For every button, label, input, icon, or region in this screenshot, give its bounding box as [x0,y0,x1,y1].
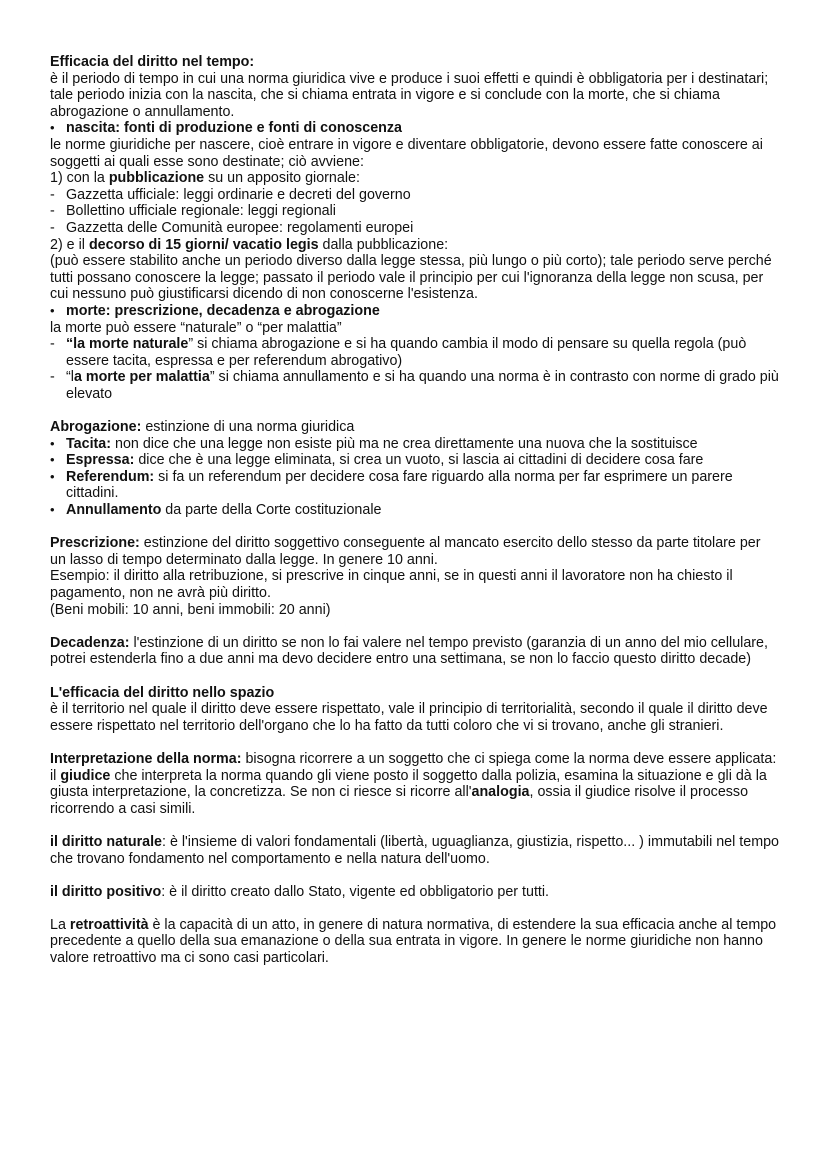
paragraph: (Beni mobili: 10 anni, beni immobili: 20 anni) [50,601,331,618]
bullet-icon: • [50,502,55,518]
paragraph: Interpretazione della norma: bisogna ricorrere a un soggetto che ci spiega come la norma deve essere applicata: il giudice che interpreta la norma quando gli viene posto il soggetto dalla polizia, esamina la situazione e gli dà la giusta interpretazione, la concretizza. Se non ci riesce si ricorre all'analogia, ossia il giudice risolve il processo ricorrendo a casi simili. [50,750,777,817]
bullet-item: • Tacita: non dice che una legge non esiste più ma ne crea direttamente una nuova che la sostituisce [50,435,698,452]
section-title: L'efficacia del diritto nello spazio [50,684,275,701]
paragraph: il diritto naturale: è l'insieme di valori fondamentali (libertà, uguaglianza, giustizia, rispetto... ) immutabili nel tempo che trovano fondamento nel comportamento e nella natura dell'uomo. [50,833,780,867]
bullet-icon: • [50,302,55,318]
paragraph: Esempio: il diritto alla retribuzione, si prescrive in cinque anni, se in questi anni il lavoratore non ha chiesto il pagamento, non ne avrà più diritto. [50,568,733,601]
section-title: Efficacia del diritto nel tempo: [50,54,255,70]
section-decadenza [50,635,780,668]
paragraph: le norme giuridiche per nascere, cioè entrare in vigore e diventare obbligatorie, devono essere fatte conoscere ai soggetti ai quali esse sono destinate; ciò avviene: [50,136,763,170]
paragraph: il diritto positivo: è il diritto creato dallo Stato, vigente ed obbligatorio per tutti. [50,883,550,900]
dash-icon: - [50,203,55,220]
bullet-item: • Annullamento da parte della Corte costituzionale [50,502,382,519]
dash-item: - Gazzetta ufficiale: leggi ordinarie e decreti del governo [50,186,411,203]
dash-icon: - [50,369,55,386]
dash-icon: - [50,336,55,353]
paragraph: (può essere stabilito anche un periodo diverso dalla legge stessa, più lungo o più corto); tale periodo serve perché tutti possano conoscere la legge; passato il periodo vale il principio per cui l'ignoranza della legge non scusa, per cui nessuno può giustificarsi dicendo di non conoscerne l'esistenza. [50,253,772,303]
section-efficacia-tempo [50,54,780,402]
paragraph: è il periodo di tempo in cui una norma giuridica vive e produce i suoi effetti e quindi è obbligatoria per i destinatari; tale periodo inizia con la nascita, che si chiama entrata in vigore e si conclude con la morte, che si chiama abrogazione o annullamento. [50,70,769,120]
dash-item-morte-malattia: - “la morte per malattia” si chiama annullamento e si ha quando una norma è in contrasto con norme di grado più elevato [50,369,779,402]
dash-item-morte-naturale: - “la morte naturale” si chiama abrogazione e si ha quando cambia il modo di pensare su quella regola (può essere tacita, espressa e per referendum abrogativo) [50,336,747,369]
bullet-item-nascita [50,120,780,137]
section-diritto-positivo [50,884,780,901]
bullet-heading: morte: prescrizione, decadenza e abrogazione [66,302,380,319]
dash-item: - Bollettino ufficiale regionale: leggi regionali [50,203,336,220]
section-retroattivita [50,917,780,967]
paragraph: La retroattività è la capacità di un atto, in genere di natura normativa, di estendere la sua efficacia anche al tempo precedente a quello della sua emanazione o della sua entrata in vigore. In genere le norme giuridiche non hanno valore retroattivo ma ci sono casi particolari. [50,916,777,967]
dash-icon: - [50,186,55,203]
section-prescrizione [50,535,780,618]
bullet-item: • Referendum: si fa un referendum per decidere cosa fare riguardo alla norma per far esprimere un parere cittadini. [50,468,733,502]
bullet-icon: • [50,452,55,468]
bullet-icon: • [50,435,55,451]
numbered-item-1: 1) con la pubblicazione su un apposito giornale: [50,170,360,187]
bullet-heading: nascita: fonti di produzione e fonti di conoscenza [66,120,402,137]
section-interpretazione [50,751,780,817]
section-efficacia-spazio [50,685,780,735]
bullet-icon: • [50,468,55,484]
dash-icon: - [50,219,55,236]
section-heading: Abrogazione: estinzione di una norma giuridica [50,419,355,436]
paragraph: Decadenza: l'estinzione di un diritto se non lo fai valere nel tempo previsto (garanzia di un anno del mio cellulare, potrei estenderla fino a due anni ma devo decidere entro una settimana, se non lo faccio questo diritto decade) [50,634,768,668]
paragraph: Prescrizione: estinzione del diritto soggettivo conseguente al mancato esercito dello stesso da parte titolare per un lasso di tempo determinato dalla legge. In genere 10 anni. [50,535,761,568]
section-diritto-naturale [50,834,780,867]
paragraph: è il territorio nel quale il diritto deve essere rispettato, vale il principio di territorialità, secondo il quale il diritto deve essere rispettato nel territorio dell'organo che lo ha fatto da tutti coloro che vi si trovano, anche gli stranieri. [50,701,768,734]
numbered-item-2: 2) e il decorso di 15 giorni/ vacatio legis dalla pubblicazione: [50,236,449,253]
bullet-icon: • [50,120,55,136]
bullet-item: • Espressa: dice che è una legge eliminata, si crea un vuoto, si lascia ai cittadini di decidere cosa fare [50,452,704,469]
dash-item: - Gazzetta delle Comunità europee: regolamenti europei [50,219,414,236]
paragraph: la morte può essere “naturale” o “per malattia” [50,319,342,336]
bullet-item-morte [50,303,780,320]
section-abrogazione [50,419,780,519]
